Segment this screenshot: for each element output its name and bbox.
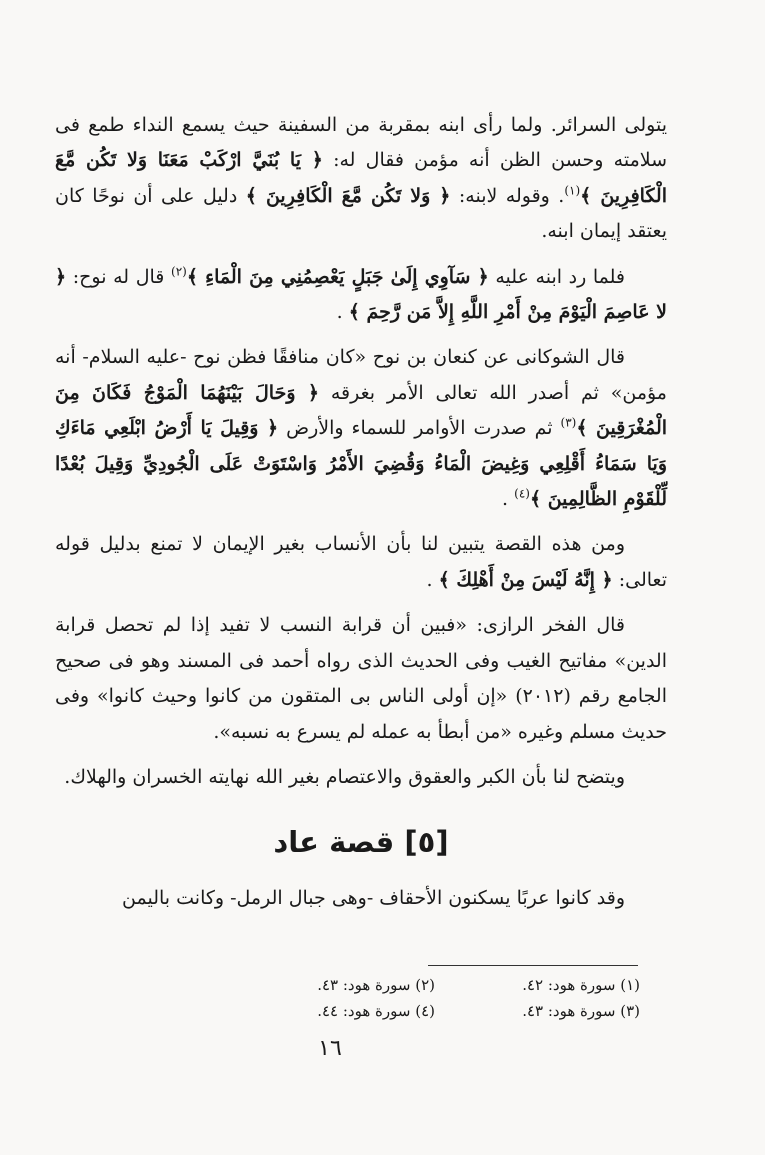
- paragraph-6: ويتضح لنا بأن الكبر والعقوق والاعتصام بغير الله نهايته الخسران والهلاك.: [64, 765, 625, 788]
- quran-verse: ﴿ إِنَّهُ لَيْسَ مِنْ أَهْلِكَ ﴾: [438, 568, 613, 591]
- paragraph-1-text-c: دليل على أن نوحًا كان يعتقد إيمان ابنه.: [55, 184, 667, 243]
- paragraph-5: قال الفخر الرازى: «فبين أن قرابة النسب لا تفيد إذا لم تحصل قرابة الدين» مفاتيح الغيب وفى الحديث الذى رواه أحمد فى المسند وهو فى صحيح الجامع رقم (٢٠١٢) «إن أولى الناس بى المتقون من كانوا وحيث كانوا» وفى حديث مسلم وغيره «من أبطأ به عمله لم يسرع به نسبه».: [55, 614, 667, 743]
- paragraph-3-text-b: ثم صدرت الأوامر للسماء والأرض: [286, 417, 553, 440]
- footnote-ref: (١): [564, 183, 581, 198]
- paragraph-1: [55, 108, 667, 250]
- paragraph-1-text-b: . وقوله لابنه:: [458, 184, 565, 207]
- paragraph-2-mid: قال له نوح:: [72, 265, 165, 288]
- paragraph-3: [55, 340, 667, 517]
- quran-verse: ﴿ لا عَاصِمَ الْيَوْمَ مِنْ أَمْرِ اللَّهِ إِلاَّ مَن رَّحِمَ ﴾: [55, 265, 667, 324]
- paragraph-3-text-a: قال الشوكانى عن كنعان بن نوح «كان منافقًا فظن نوح -عليه السلام- أنه مؤمن» ثم أصدر الله تعالى الأمر بغرقه: [55, 346, 667, 404]
- footnote-ref: (٣): [560, 415, 577, 430]
- paragraph-2: [55, 260, 667, 331]
- paragraph-3-end: .: [502, 488, 509, 511]
- footnote-2: (٢) سورة هود: ٤٣.: [317, 976, 435, 994]
- footnote-divider: [428, 965, 638, 966]
- quran-verse: ﴿ يَا بُنَيَّ ارْكَبْ مَعَنَا وَلا تَكُن مَّعَ الْكَافِرِينَ ﴾: [55, 149, 668, 207]
- main-text: [55, 108, 667, 917]
- footnote-ref: (٤): [514, 486, 530, 501]
- section-title: قصة عاد: [273, 825, 395, 860]
- quran-verse: ﴿ سَآوِي إِلَىٰ جَبَلٍ يَعْصِمُنِي مِنَ الْمَاءِ ﴾: [186, 265, 489, 288]
- paragraph-1-text-a: يتولى السرائر. ولما رأى ابنه بمقربة من السفينة حيث يسمع النداء طمع فى سلامته وحسن الظن أنه مؤمن فقال له:: [55, 114, 668, 172]
- footnote-3: (٣) سورة هود: ٤٣.: [522, 1002, 640, 1020]
- quran-verse: ﴿ وَحَالَ بَيْنَهُمَا الْمَوْجُ فَكَانَ مِنَ الْمُغْرَقِينَ ﴾: [55, 381, 668, 440]
- quran-verse: ﴿ وَلا تَكُن مَّعَ الْكَافِرِينَ ﴾: [245, 184, 451, 207]
- footnote-4: (٤) سورة هود: ٤٤.: [317, 1002, 435, 1020]
- paragraph-2-lead: فلما رد ابنه عليه: [495, 265, 625, 288]
- footnote-ref: (٢): [171, 264, 187, 279]
- footnote-1: (١) سورة هود: ٤٢.: [522, 976, 640, 994]
- section-number: [٥]: [404, 825, 449, 860]
- paragraph-4-text: ومن هذه القصة يتبين لنا بأن الأنساب بغير الإيمان لا تمنع بدليل قوله تعالى:: [55, 533, 667, 591]
- quran-verse: ﴿ وَقِيلَ يَا أَرْضُ ابْلَعِي مَاءَكِ وَيَا سَمَاءُ أَقْلِعِي وَغِيضَ الْمَاءُ وَقُضِيَ الأَمْرُ وَاسْتَوَتْ عَلَى الْجُودِيِّ وَقِيلَ بُعْدًا لِّلْقَوْمِ الظَّالِمِينَ ﴾: [55, 417, 667, 511]
- footnotes: [230, 972, 640, 1024]
- paragraph-2-end: .: [336, 301, 343, 324]
- paragraph-4-end: .: [426, 568, 433, 591]
- paragraph-4: [55, 527, 667, 598]
- paragraph-7: وقد كانوا عربًا يسكنون الأحقاف -وهى جبال الرمل- وكانت باليمن: [122, 887, 625, 910]
- section-heading: [55, 825, 667, 859]
- page-number: ١٦: [318, 1036, 342, 1061]
